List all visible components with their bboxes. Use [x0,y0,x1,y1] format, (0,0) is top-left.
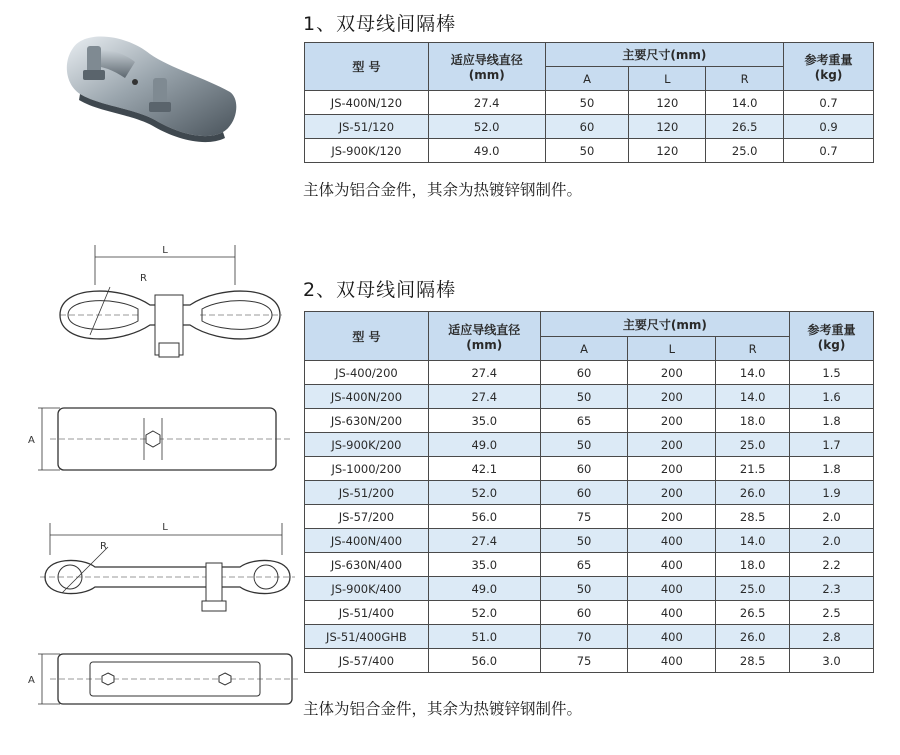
cell-r: 21.5 [716,457,790,481]
cell-dia: 51.0 [428,625,540,649]
cell-model: JS-1000/200 [305,457,429,481]
cell-r: 28.5 [716,505,790,529]
cell-w: 1.9 [790,481,874,505]
dim-label-l-2: L [162,522,168,533]
dim-label-r: R [140,273,147,284]
cell-l: 400 [628,529,716,553]
cell-w: 1.8 [790,409,874,433]
cell-a: 50 [545,139,629,163]
header-r: R [716,337,790,361]
cell-dia: 49.0 [428,577,540,601]
cell-r: 14.0 [716,385,790,409]
cell-l: 200 [628,385,716,409]
cell-r: 18.0 [716,409,790,433]
table-row [305,529,874,553]
cell-w: 2.0 [790,529,874,553]
cell-r: 28.5 [716,649,790,673]
cell-dia: 49.0 [428,433,540,457]
cell-model: JS-51/400 [305,601,429,625]
cell-model: JS-51/120 [305,115,429,139]
cell-w: 2.0 [790,505,874,529]
cell-r: 25.0 [716,433,790,457]
table-row [305,505,874,529]
cell-dia: 27.4 [428,385,540,409]
cell-l: 200 [628,505,716,529]
cell-w: 3.0 [790,649,874,673]
cell-a: 75 [540,505,628,529]
cell-l: 120 [629,115,706,139]
cell-a: 50 [540,385,628,409]
drawing-top-view-400 [20,650,300,710]
cell-model: JS-400/200 [305,361,429,385]
dim-label-a-2: A [28,675,35,686]
cell-a: 60 [540,361,628,385]
table-row [305,577,874,601]
cell-w: 1.5 [790,361,874,385]
header-dims: 主要尺寸(mm) [540,312,789,337]
cell-dia: 52.0 [428,601,540,625]
table-row [305,115,874,139]
cell-a: 60 [540,457,628,481]
cell-dia: 35.0 [428,553,540,577]
cell-a: 65 [540,553,628,577]
cell-dia: 56.0 [428,505,540,529]
cell-w: 2.5 [790,601,874,625]
header-dims: 主要尺寸(mm) [545,43,784,67]
cell-r: 26.0 [716,481,790,505]
table-row [305,409,874,433]
cell-l: 400 [628,577,716,601]
cell-a: 60 [540,481,628,505]
section1-title: 1、双母线间隔棒 [303,13,457,35]
table-row [305,553,874,577]
section2-title: 2、双母线间隔棒 [303,279,457,301]
cell-w: 2.2 [790,553,874,577]
cell-dia: 42.1 [428,457,540,481]
header-diameter: 适应导线直径 (mm) [428,312,540,361]
table-row [305,625,874,649]
cell-model: JS-630N/400 [305,553,429,577]
cell-dia: 49.0 [428,139,545,163]
cell-model: JS-57/400 [305,649,429,673]
cell-dia: 27.4 [428,361,540,385]
cell-l: 200 [628,433,716,457]
cell-a: 65 [540,409,628,433]
cell-r: 25.0 [716,577,790,601]
cell-w: 0.7 [784,139,874,163]
cell-l: 120 [629,139,706,163]
cell-l: 200 [628,457,716,481]
cell-l: 400 [628,553,716,577]
table-row [305,361,874,385]
cell-l: 120 [629,91,706,115]
cell-r: 26.5 [706,115,784,139]
cell-model: JS-57/200 [305,505,429,529]
cell-a: 75 [540,649,628,673]
cell-w: 2.3 [790,577,874,601]
cell-dia: 52.0 [428,481,540,505]
cell-a: 50 [545,91,629,115]
cell-model: JS-51/400GHB [305,625,429,649]
section1-note: 主体为铝合金件，其余为热镀锌钢制件。 [303,181,583,199]
header-a: A [545,67,629,91]
section1-table [304,42,874,163]
cell-a: 50 [540,577,628,601]
cell-a: 50 [540,529,628,553]
cell-l: 200 [628,361,716,385]
table-row [305,481,874,505]
cell-dia: 52.0 [428,115,545,139]
cell-a: 60 [545,115,629,139]
cell-dia: 56.0 [428,649,540,673]
cell-w: 0.7 [784,91,874,115]
cell-w: 1.7 [790,433,874,457]
header-l: L [628,337,716,361]
header-l: L [629,67,706,91]
table-row [305,91,874,115]
cell-a: 50 [540,433,628,457]
header-r: R [706,67,784,91]
drawing-side-view-400 [20,515,300,630]
header-model: 型 号 [305,43,429,91]
table-row [305,433,874,457]
section2-table [304,311,874,673]
cell-r: 18.0 [716,553,790,577]
cell-model: JS-400N/400 [305,529,429,553]
cell-model: JS-400N/200 [305,385,429,409]
cell-l: 400 [628,649,716,673]
table-row [305,385,874,409]
cell-model: JS-400N/120 [305,91,429,115]
cell-l: 200 [628,481,716,505]
dim-label-r-2: R [100,541,107,552]
cell-r: 25.0 [706,139,784,163]
section2-note: 主体为铝合金件，其余为热镀锌钢制件。 [303,700,583,718]
cell-w: 1.6 [790,385,874,409]
cell-r: 26.5 [716,601,790,625]
cell-r: 26.0 [716,625,790,649]
cell-r: 14.0 [706,91,784,115]
cell-model: JS-630N/200 [305,409,429,433]
cell-a: 60 [540,601,628,625]
cell-w: 2.8 [790,625,874,649]
cell-r: 14.0 [716,529,790,553]
table-row [305,649,874,673]
cell-r: 14.0 [716,361,790,385]
cell-l: 200 [628,409,716,433]
cell-model: JS-900K/120 [305,139,429,163]
cell-l: 400 [628,601,716,625]
header-weight: 参考重量 (kg) [784,43,874,91]
cell-w: 0.9 [784,115,874,139]
table-row [305,457,874,481]
cell-model: JS-51/200 [305,481,429,505]
header-weight: 参考重量 (kg) [790,312,874,361]
table-row [305,139,874,163]
dim-label-a: A [28,435,35,446]
dim-label-l: L [162,245,168,256]
header-a: A [540,337,628,361]
header-model: 型 号 [305,312,429,361]
cell-dia: 27.4 [428,91,545,115]
drawing-side-view-200 [20,235,300,385]
header-diameter: 适应导线直径 (mm) [428,43,545,91]
cell-a: 70 [540,625,628,649]
cell-l: 400 [628,625,716,649]
cell-w: 1.8 [790,457,874,481]
cell-dia: 35.0 [428,409,540,433]
cell-model: JS-900K/200 [305,433,429,457]
cell-model: JS-900K/400 [305,577,429,601]
cell-dia: 27.4 [428,529,540,553]
product-photo [55,20,245,150]
table-row [305,601,874,625]
drawing-top-view-200 [20,400,300,480]
